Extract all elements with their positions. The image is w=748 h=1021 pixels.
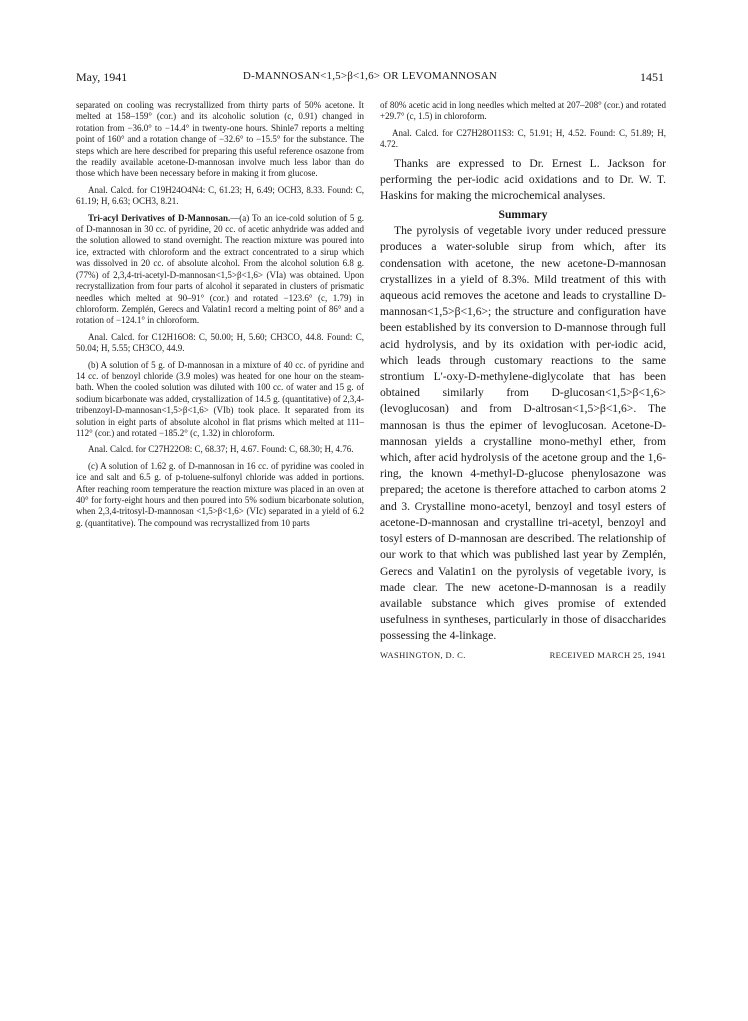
paragraph-triacetyl — [76, 213, 364, 327]
analysis-osazone: Anal. Calcd. for C19H24O4N4: C, 61.23; H, 6.49; OCH3, 8.33. Found: C, 61.19; H, 6.63; OCH3, 8.21. — [76, 184, 364, 207]
summary-text: The pyrolysis of vegetable ivory under reduced pressure produces a water-soluble sirup from which, after its condensation with acetone, the new acetone-D-mannosan crystallizes in a yield of 8.3%. Mild treatment of this with aqueous acid removes the acetone and leads to crystalline D-mannosan<1,5>β<1,6>; the structure and configuration have been established by its conversion to D-mannose through full acid hydrolysis, and by its oxidation with per-iodic acid, which leads through customary reactions to the same strontium L'-oxy-D-methylene-diglycolate that has been obtained similarly from D-glucosan<1,5>β<1,6> (levoglucosan) and from D-altrosan<1,5>β<1,6>. The mannosan is thus the epimer of levoglucosan. Acetone-D-mannosan yields a crystalline mono-methyl ether, from which, after acid hydrolysis of the acetone group and the 1,6-ring, the known 4-methyl-D-glucose phenylosazone was prepared; the acetone is therefore attached to carbon atoms 2 and 3. Crystalline mono-acetyl, benzoyl and tosyl esters of acetone-D-mannosan and crystalline tri-acetyl, benzoyl and tosyl esters of D-mannosan are described. The relationship of our work to that which was published last year by Zemplén, Gerecs and Valatin1 on the pyrolysis of vegetable ivory, is made clear. The new acetone-D-mannosan is a readily available substance which gives promise of extended usefulness in syntheses, particularly in those of disaccharides possessing the 4-linkage. — [380, 224, 666, 643]
paragraph-osazone: separated on cooling was recrystallized from thirty parts of 50% acetone. It melted at 158–159° (cor.) and its alcoholic solution (c, 0.91) changed in rotation from −36.0° to −14.4° in twenty-one hours. Shinle7 reports a melting point of 160° and a rotation change of −32.6° to −15.5° for the substance. The steps which are here described for preparing this useful reference osazone from the readily available acetone-D-mannosan involve much less labor than do those which have been necessary before in making it from glucose. — [76, 100, 364, 179]
section-heading-triacyl: Tri-acyl Derivatives of D-Mannosan. — [88, 212, 231, 223]
location: WASHINGTON, D. C. — [380, 649, 466, 660]
right-column — [380, 100, 666, 662]
triacetyl-text: —(a) To an ice-cold solution of 5 g. of D-mannosan in 30 cc. of pyridine, 20 cc. of acetic anhydride was added and the solution allowed to stand overnight. The reaction mixture was poured into ice, extracted with chloroform and the extract concentrated to a sirup which was dissolved in 20 cc. of absolute alcohol. From the alcohol solution 6.8 g. (77%) of 2,3,4-tri-acetyl-D-mannosan<1,5>β<1,6> (VIa) was obtained. Upon recrystallization from four parts of alcohol it separated in clusters of prismatic needles which melted at 90–91° (cor.) and rotated −123.6° (c, 1.79) in chloroform. Zemplén, Gerecs and Valatin1 record a melting point of 86° and a rotation of −124.1° in chloroform. — [76, 212, 364, 326]
analysis-triacetyl: Anal. Calcd. for C12H16O8: C, 50.00; H, 5.60; CH3CO, 44.8. Found: C, 50.04; H, 5.55; CH3CO, 44.9. — [76, 331, 364, 354]
signature-line — [380, 650, 666, 662]
running-title: D-MANNOSAN<1,5>β<1,6> OR LEVOMANNOSAN — [242, 70, 498, 82]
paragraph-tritosyl: (c) A solution of 1.62 g. of D-mannosan in 16 cc. of pyridine was cooled in ice and salt and 6.5 g. of p-toluene-sulfonyl chloride was added in portions. After reaching room temperature the reaction mixture was placed in an oven at 40° for forty-eight hours and then poured into 5% sodium bicarbonate solution, when 2,3,4-tritosyl-D-mannosan <1,5>β<1,6> (VIc) separated in a yield of 6.2 g. (quantitative). The compound was recrystallized from 10 parts — [76, 460, 364, 528]
acknowledgment: Thanks are expressed to Dr. Ernest L. Jackson for performing the per-iodic acid oxidations and to Dr. W. T. Haskins for making the microchemical analyses. — [380, 156, 666, 203]
left-column — [76, 100, 364, 534]
analysis-tribenzoyl: Anal. Calcd. for C27H22O8: C, 68.37; H, 4.67. Found: C, 68.30; H, 4.76. — [88, 444, 354, 455]
summary-heading: Summary — [498, 208, 548, 222]
analysis-tritosyl: Anal. Calcd. for C27H28O11S3: C, 51.91; H, 4.52. Found: C, 51.89; H, 4.72. — [380, 127, 666, 150]
page-number: 1451 — [640, 70, 664, 84]
running-header — [76, 70, 664, 86]
paragraph-tribenzoyl: (b) A solution of 5 g. of D-mannosan in a mixture of 40 cc. of pyridine and 14 cc. of benzoyl chloride (3.9 moles) was heated for one hour on the steam-bath. When the cooled solution was diluted with 100 cc. of water and 15 g. of sodium bicarbonate was added, crystallization of 14.5 g. (quantitative) of 2,3,4-tribenzoyl-D-mannosan<1,5>β<1,6> (VIb) took place. It separated from its solution in eight parts of absolute alcohol in flat prisms which melted at 111–112° (cor.) and rotated −185.2° (c, 1.32) in chloroform. — [76, 359, 364, 438]
received-date: RECEIVED MARCH 25, 1941 — [549, 649, 666, 660]
issue-date: May, 1941 — [76, 70, 128, 84]
paragraph-tritosyl-cont: of 80% acetic acid in long needles which melted at 207–208° (cor.) and rotated +29.7° (c, 1.5) in chloroform. — [380, 100, 666, 122]
